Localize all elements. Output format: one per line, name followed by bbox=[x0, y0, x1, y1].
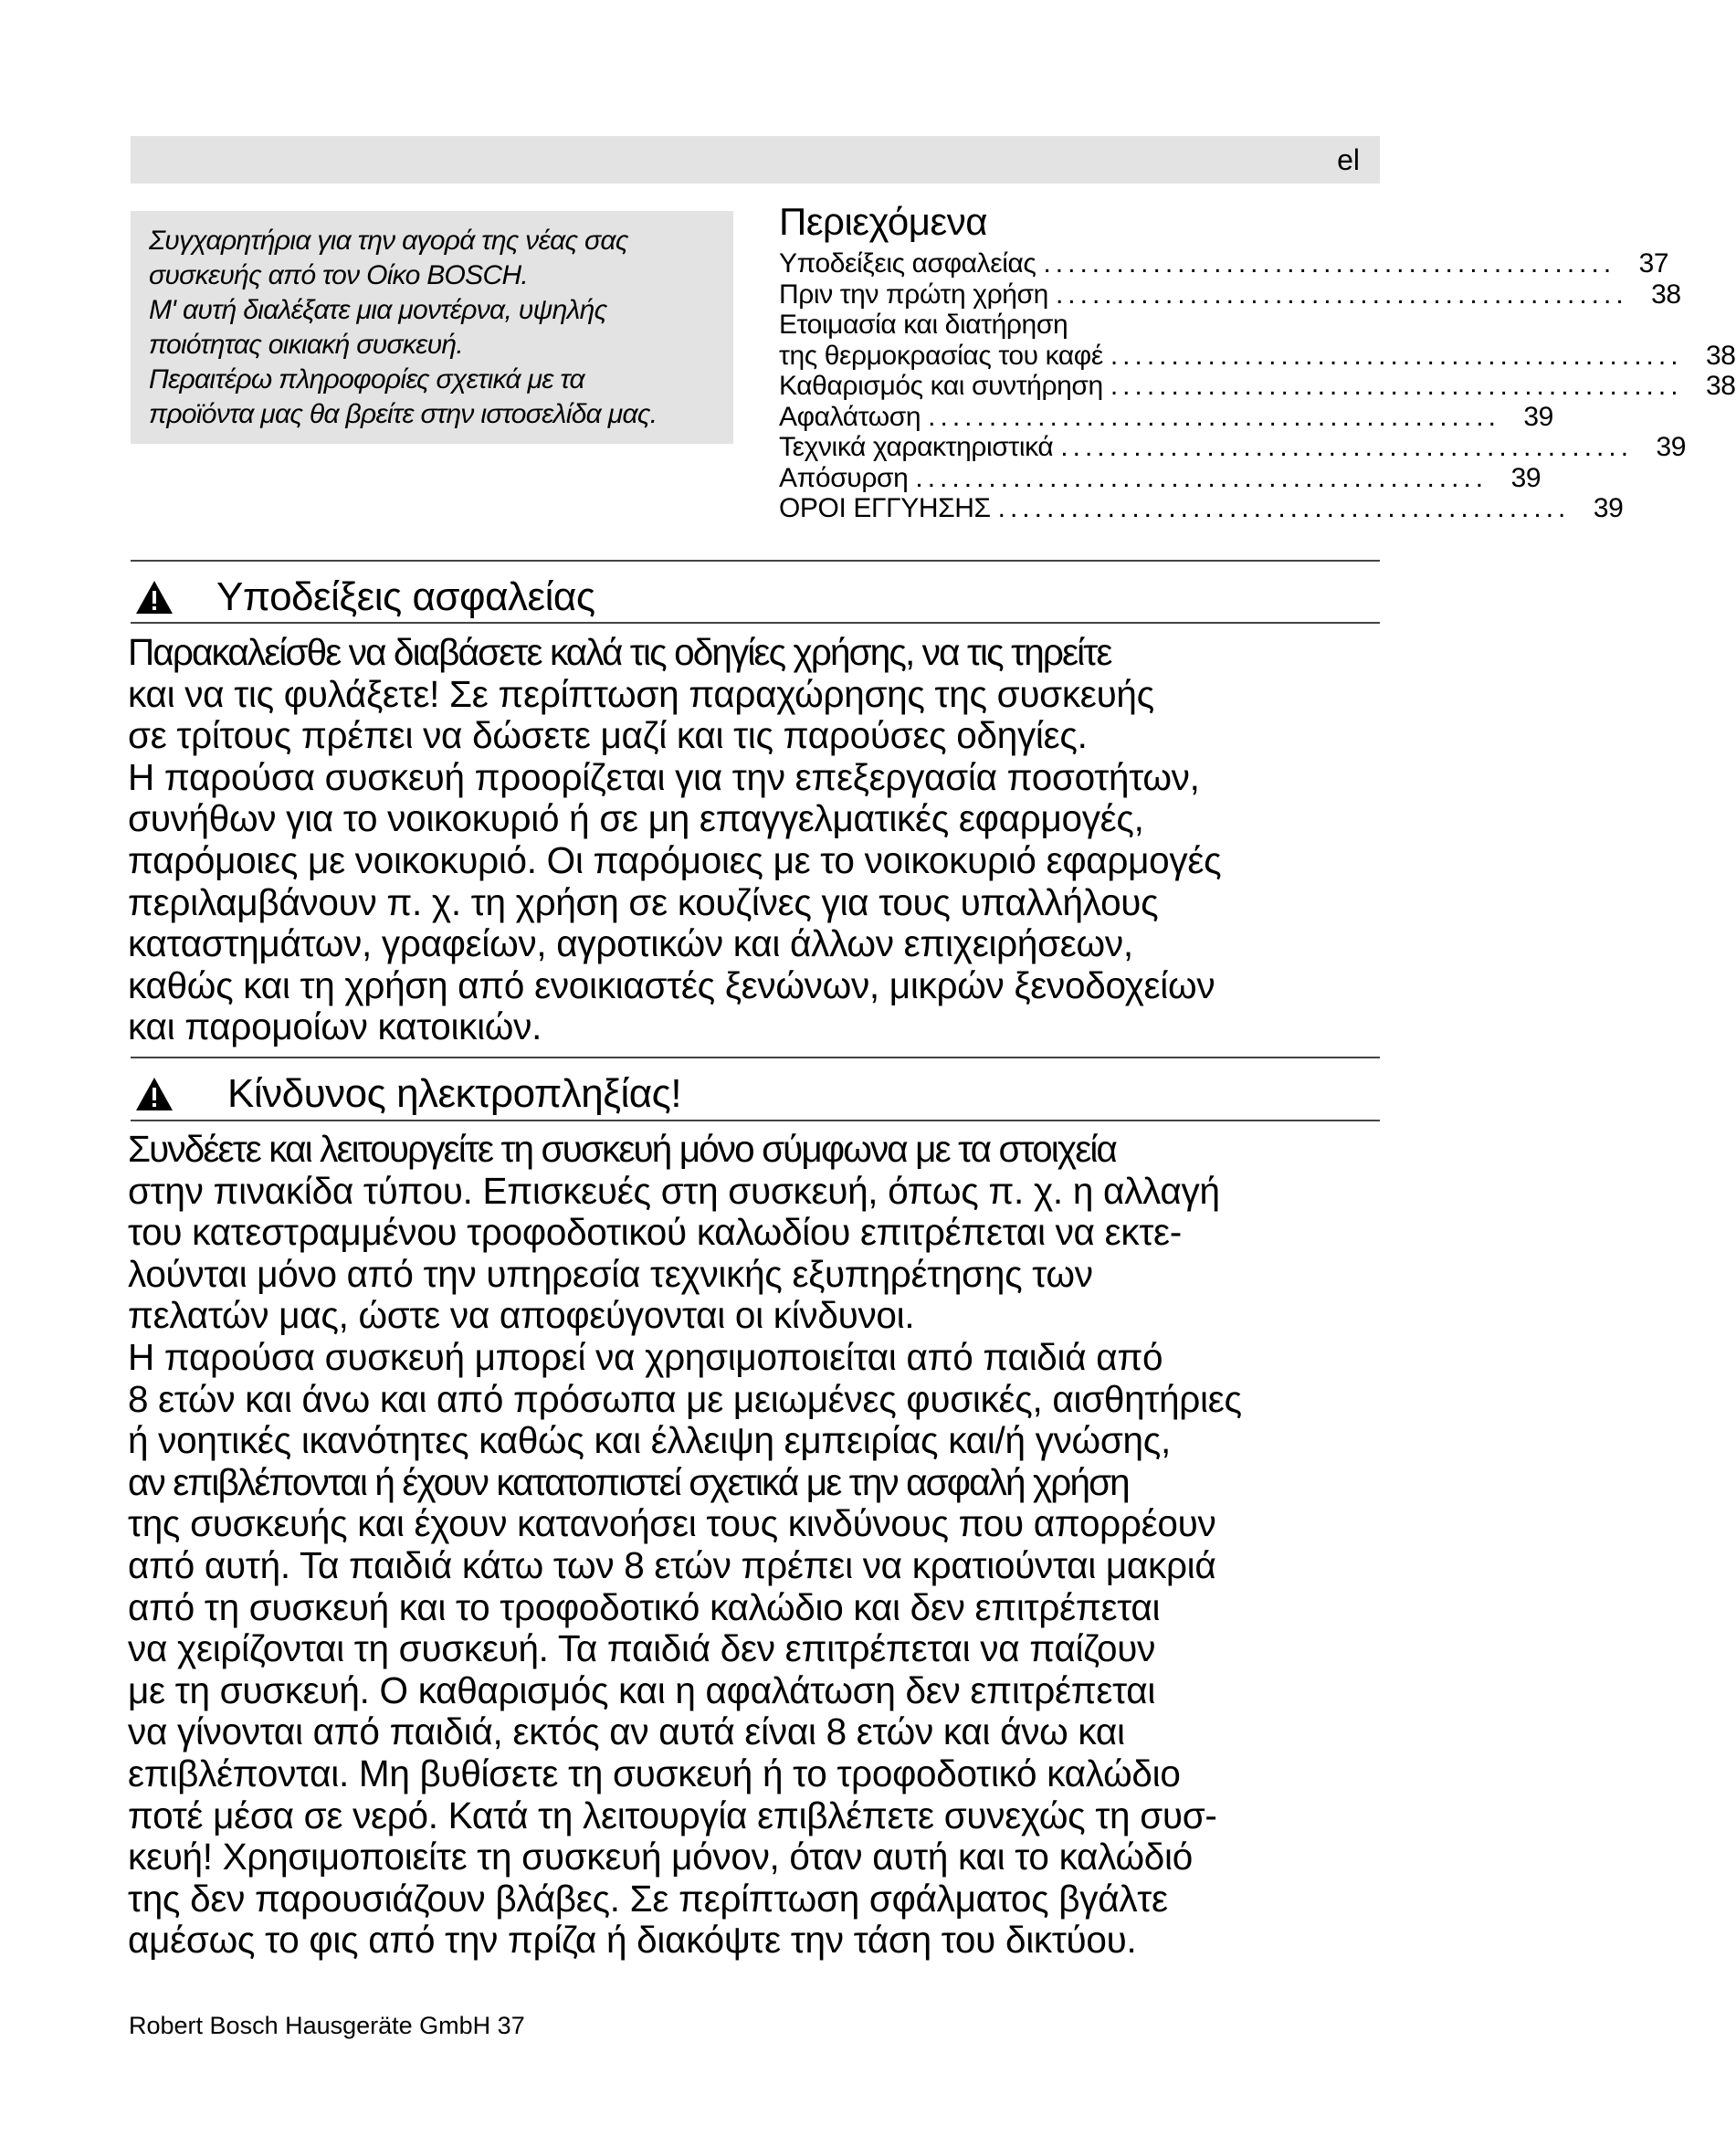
body-line: από αυτή. Τα παιδιά κάτω των 8 ετών πρέπει να κρατιούνται μακριά bbox=[128, 1543, 1216, 1586]
toc-entry[interactable] bbox=[779, 371, 1736, 402]
body-line: να γίνονται από παιδιά, εκτός αν αυτά είναι 8 ετών και άνω και bbox=[128, 1710, 1125, 1753]
toc-leader-dots: ............................................... bbox=[915, 462, 1489, 493]
toc-leader-dots: ............................................... bbox=[1110, 371, 1683, 401]
section-divider bbox=[131, 622, 1380, 624]
body-line: καταστημάτων, γραφείων, αγροτικών και άλλων επιχειρήσεων, bbox=[128, 922, 1133, 965]
toc-entry-text: Πριν την πρώτη χρήση bbox=[779, 279, 1048, 310]
toc-entry-page: 39 bbox=[1593, 493, 1624, 523]
toc-leader-dots: ............................................... bbox=[1110, 340, 1683, 371]
toc-entry-page: 38 bbox=[1705, 340, 1736, 371]
body-line: αμέσως το φις από την πρίζα ή διακόψτε την τάση του δικτύου. bbox=[128, 1919, 1137, 1962]
toc-entry-page: 39 bbox=[1656, 432, 1687, 462]
body-line: Η παρούσα συσκευή προορίζεται για την επεξεργασία ποσοτήτων, bbox=[128, 755, 1200, 798]
toc-entry[interactable] bbox=[779, 401, 1553, 433]
intro-line: προϊόντα μας θα βρείτε στην ιστοσελίδα μας. bbox=[149, 399, 658, 429]
body-line: από τη συσκευή και το τροφοδοτικό καλώδιο και δεν επιτρέπεται bbox=[128, 1585, 1161, 1628]
body-line: Συνδέετε και λειτουργείτε τη συσκευή μόνο σύμφωνα με τα στοιχεία bbox=[128, 1128, 1116, 1170]
body-line: στην πινακίδα τύπου. Επισκευές στη συσκευή, όπως π. χ. η αλλαγή bbox=[128, 1169, 1220, 1212]
toc-entry[interactable] bbox=[779, 493, 1624, 524]
toc-leader-dots: ............................................... bbox=[1043, 248, 1616, 279]
intro-line: Μ' αυτή διαλέξατε μια μοντέρνα, υψηλής bbox=[149, 295, 607, 325]
toc-entry-text: της θερμοκρασίας του καφέ bbox=[779, 340, 1103, 371]
toc-entry-page: 38 bbox=[1651, 279, 1681, 310]
body-line: ποτέ μέσα σε νερό. Κατά τη λειτουργία επιβλέπετε συνεχώς τη συσ- bbox=[128, 1794, 1217, 1836]
body-line: Η παρούσα συσκευή μπορεί να χρησιμοποιείται από παιδιά από bbox=[128, 1335, 1163, 1378]
section-divider bbox=[131, 560, 1380, 562]
body-line: συνήθων για το νοικοκυριό ή σε μη επαγγελματικές εφαρμογές, bbox=[128, 797, 1144, 840]
toc-entry[interactable] bbox=[779, 462, 1541, 494]
toc-entry-page: 37 bbox=[1638, 248, 1669, 279]
body-line: με τη συσκευή. Ο καθαρισμός και η αφαλάτωση δεν επιτρέπεται bbox=[128, 1668, 1156, 1711]
toc-leader-dots: ............................................... bbox=[997, 493, 1571, 523]
body-line: και να τις φυλάξετε! Σε περίπτωση παραχώρησης της συσκευής bbox=[128, 672, 1154, 715]
toc-leader-dots: ............................................... bbox=[1055, 279, 1628, 310]
toc-entry[interactable] bbox=[779, 279, 1681, 310]
body-line: 8 ετών και άνω και από πρόσωπα με μειωμένες φυσικές, αισθητήριες bbox=[128, 1377, 1242, 1420]
body-line: ή νοητικές ικανότητες καθώς και έλλειψη εμπειρίας και/ή γνώσης, bbox=[128, 1419, 1171, 1462]
intro-line: συσκευής από τον Οίκο BOSCH. bbox=[149, 260, 529, 290]
toc-entry-page: 38 bbox=[1705, 371, 1736, 401]
table-of-contents bbox=[779, 199, 1736, 524]
body-line: περιλαμβάνουν π. χ. τη χρήση σε κουζίνες για τους υπαλλήλους bbox=[128, 880, 1159, 923]
toc-entry-text: Αφαλάτωση bbox=[779, 401, 921, 432]
body-line: καθώς και τη χρήση από ενοικιαστές ξενώνων, μικρών ξενοδοχείων bbox=[128, 963, 1215, 1006]
toc-entry[interactable] bbox=[779, 340, 1736, 372]
toc-entry-page: 39 bbox=[1510, 462, 1541, 493]
toc-entry-text: Καθαρισμός και συντήρηση bbox=[779, 371, 1103, 401]
toc-entry-text: Υποδείξεις ασφαλείας bbox=[779, 248, 1036, 279]
toc-entry-text: Ετοιμασία και διατήρηση bbox=[779, 310, 1068, 340]
toc-entry-page: 39 bbox=[1523, 401, 1553, 432]
toc-entry-text: ΟΡΟΙ ΕΓΓΥΗΣΗΣ bbox=[779, 493, 991, 523]
toc-entry-text: Τεχνικά χαρακτηριστικά bbox=[779, 432, 1054, 462]
toc-leader-dots: ............................................... bbox=[928, 401, 1500, 432]
intro-line: Συγχαρητήρια για την αγορά της νέας σας bbox=[149, 226, 628, 256]
body-line: του κατεστραμμένου τροφοδοτικού καλωδίου επιτρέπεται να εκτε- bbox=[128, 1211, 1182, 1254]
body-line: αν επιβλέπονται ή έχουν κατατοπιστεί σχετικά με την ασφαλή χρήση bbox=[128, 1460, 1129, 1503]
section-divider bbox=[131, 1057, 1380, 1058]
language-bar bbox=[131, 136, 1380, 184]
body-line: της δεν παρουσιάζουν βλάβες. Σε περίπτωση σφάλματος βγάλτε bbox=[128, 1877, 1168, 1920]
section-heading: Υποδείξεις ασφαλείας bbox=[216, 574, 595, 619]
page-footer: Robert Bosch Hausgeräte GmbH 37 bbox=[129, 2012, 525, 2039]
body-line: λούνται μόνο από την υπηρεσία τεχνικής εξυπηρέτησης των bbox=[128, 1252, 1093, 1295]
body-line: της συσκευής και έχουν κατανοήσει τους κινδύνους που απορρέουν bbox=[128, 1502, 1216, 1545]
body-line: κευή! Χρησιμοποιείτε τη συσκευή μόνον, όταν αυτή και το καλώδιό bbox=[128, 1836, 1193, 1878]
intro-line: Περαιτέρω πληροφορίες σχετικά με τα bbox=[149, 364, 584, 395]
body-line: σε τρίτους πρέπει να δώσετε μαζί και τις παρούσες οδηγίες. bbox=[128, 714, 1088, 757]
body-line: και παρομοίων κατοικιών. bbox=[128, 1005, 542, 1048]
toc-title: Περιεχόμενα bbox=[779, 200, 987, 243]
body-line: πελατών μας, ώστε να αποφεύγονται οι κίνδυνοι. bbox=[128, 1294, 915, 1337]
section-body bbox=[128, 632, 1406, 1048]
section-heading-row bbox=[131, 573, 595, 621]
section-divider bbox=[131, 1120, 1380, 1121]
section-heading-row bbox=[131, 1070, 681, 1118]
body-line: Παρακαλείσθε να διαβάσετε καλά τις οδηγίες χρήσης, να τις τηρείτε bbox=[128, 631, 1111, 673]
toc-entry[interactable] bbox=[779, 432, 1687, 463]
body-line: παρόμοιες με νοικοκυριό. Οι παρόμοιες με το νοικοκυριό εφαρμογές bbox=[128, 838, 1222, 881]
intro-line: ποιότητας οικιακή συσκευή. bbox=[149, 330, 464, 360]
toc-entry-text: Απόσυρση bbox=[779, 462, 909, 493]
toc-leader-dots: ............................................... bbox=[1060, 432, 1634, 462]
section-heading: Κίνδυνος ηλεκτροπληξίας! bbox=[227, 1071, 682, 1116]
body-line: να χειρίζονται τη συσκευή. Τα παιδιά δεν επιτρέπεται να παίζουν bbox=[128, 1627, 1156, 1670]
toc-entry[interactable] bbox=[779, 248, 1669, 279]
intro-box bbox=[131, 211, 733, 444]
warning-icon bbox=[134, 579, 174, 616]
body-line: επιβλέπονται. Μη βυθίσετε τη συσκευή ή το τροφοδοτικό καλώδιο bbox=[128, 1752, 1181, 1794]
toc-entry[interactable] bbox=[779, 310, 1382, 341]
warning-icon bbox=[134, 1076, 174, 1112]
section-body bbox=[128, 1129, 1406, 1962]
language-code: el bbox=[1337, 143, 1360, 176]
